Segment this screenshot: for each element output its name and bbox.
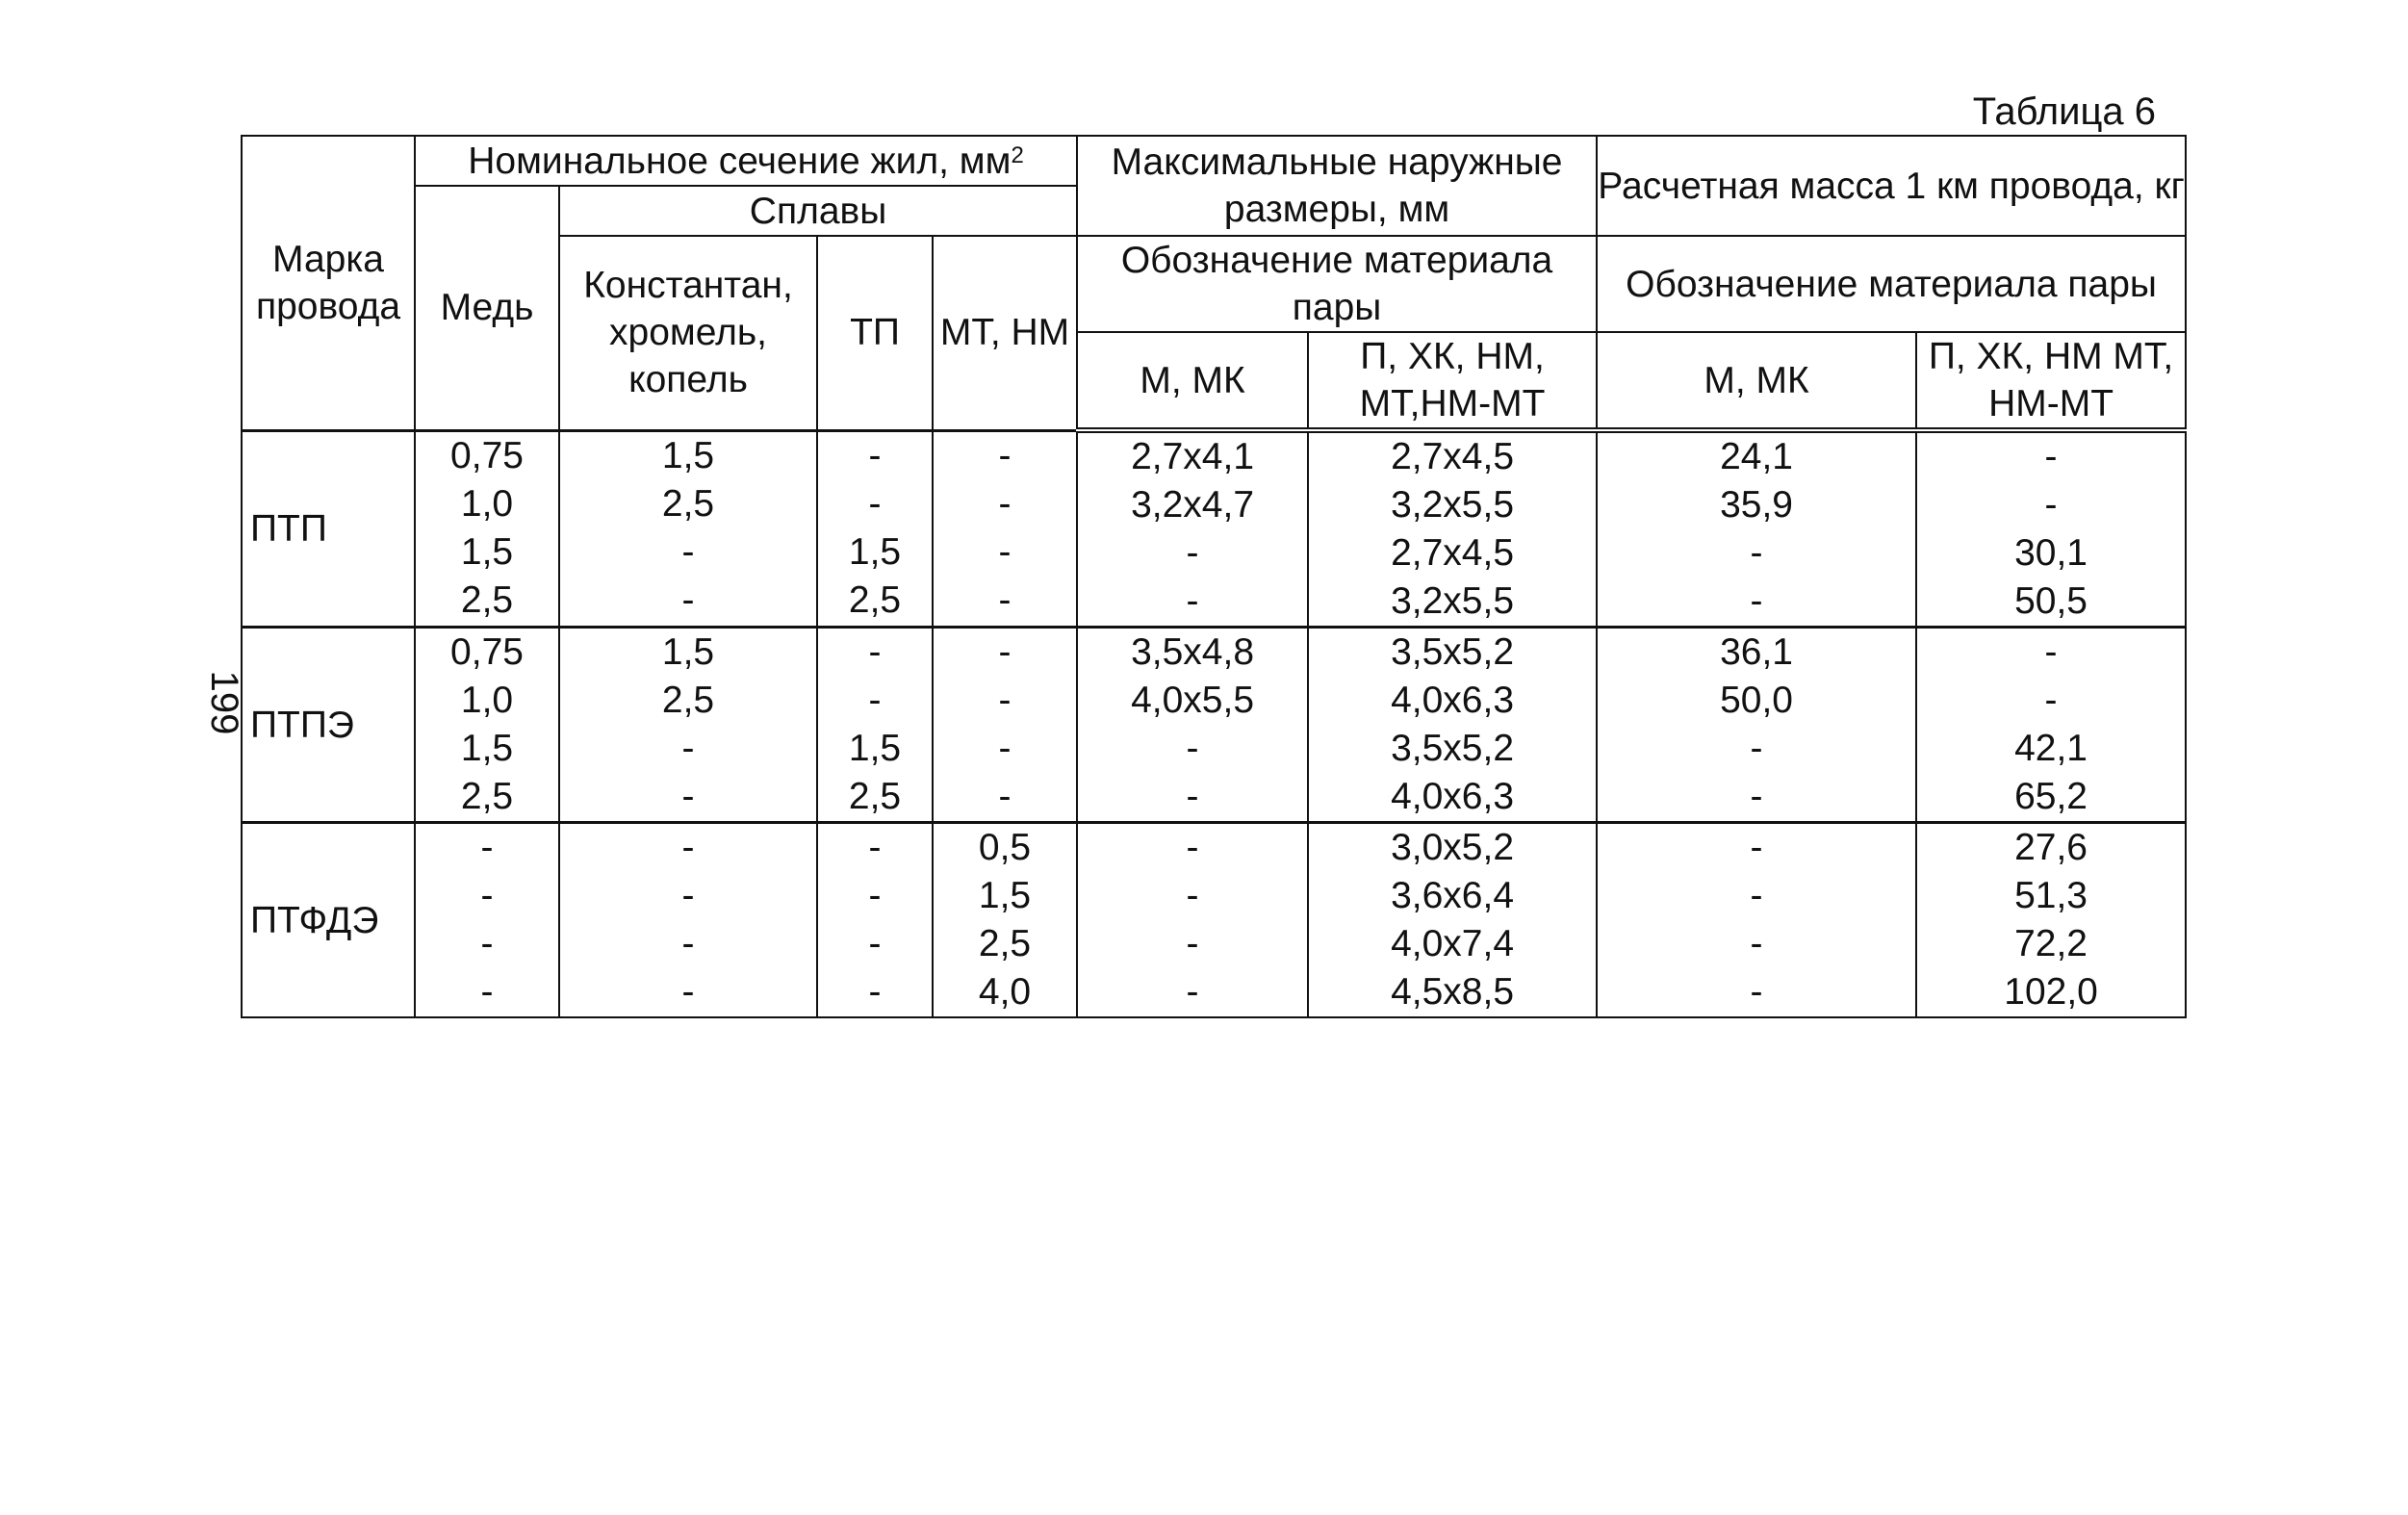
wire-spec-table	[241, 135, 2187, 1018]
cell-value: -	[1186, 875, 1199, 916]
cell-value: 1,5	[661, 631, 715, 673]
cell-value: -	[1186, 580, 1199, 622]
header-mass: Расчетная масса 1 км провода, кг	[1597, 136, 2186, 236]
cell-value: 4,0х6,3	[1391, 776, 1515, 817]
cell-value: 1,0	[460, 482, 514, 525]
wire-brand-cell: ПТФДЭ	[242, 823, 415, 1018]
cell-value: 27,6	[2014, 827, 2088, 868]
cell-value: 42,1	[2014, 728, 2088, 769]
cell-value: 30,1	[2014, 532, 2088, 574]
table-body	[242, 430, 2186, 1017]
cell-value: 50,5	[2014, 580, 2088, 622]
table-row	[242, 430, 2186, 628]
cell-value: 1,5	[661, 434, 715, 476]
cell-value: 2,5	[661, 680, 715, 721]
cell-value: 1,5	[460, 530, 514, 573]
wire-brand-cell: ПТП	[242, 430, 415, 628]
cell-value: 4,5х8,5	[1391, 971, 1515, 1013]
cell-value: 1,5	[978, 875, 1032, 916]
cell-value: 2,5	[460, 578, 514, 621]
cell-value: 4,0х7,4	[1391, 923, 1515, 964]
header-dims-m-mk: М, МК	[1077, 332, 1308, 430]
cell-value: -	[681, 875, 695, 916]
cell-value: 1,5	[848, 728, 902, 769]
cell-value: 2,7х4,1	[1131, 436, 1255, 477]
cell-value: 1,5	[460, 728, 514, 769]
header-pair-material-mass: Обозначение материала пары	[1597, 236, 2186, 332]
cell-value: 51,3	[2014, 875, 2088, 916]
cell-value: -	[480, 923, 494, 964]
cell-tp	[817, 823, 933, 1018]
cell-value: 35,9	[1720, 484, 1793, 526]
cell-mass-m-mk	[1597, 628, 1916, 823]
cell-value: -	[998, 434, 1012, 476]
cell-mt-nm	[933, 823, 1077, 1018]
cell-mass-m-mk	[1597, 430, 1916, 628]
cell-value: 24,1	[1720, 436, 1793, 477]
cell-value: -	[868, 827, 882, 868]
cell-value: -	[868, 482, 882, 525]
page-number: 199	[203, 670, 245, 735]
cell-value: 2,7х4,5	[1391, 436, 1515, 477]
header-constantan: Константан, хромель, копель	[559, 236, 817, 430]
cell-dim-p	[1308, 628, 1597, 823]
cell-mass-m-mk	[1597, 823, 1916, 1018]
cell-tp	[817, 628, 933, 823]
cell-value: 65,2	[2014, 776, 2088, 817]
header-max-dims: Максимальные наружные размеры, мм	[1077, 136, 1597, 236]
cell-value: -	[1750, 776, 1763, 817]
cell-value: -	[681, 971, 695, 1013]
cell-value: 2,5	[661, 482, 715, 525]
cell-value: 3,5х4,8	[1131, 631, 1255, 673]
cell-constantan	[559, 430, 817, 628]
cell-value: 2,5	[848, 776, 902, 817]
cell-value: -	[1750, 728, 1763, 769]
cell-value: 3,2х5,5	[1391, 484, 1515, 526]
header-alloys: Сплавы	[559, 186, 1077, 236]
cell-value: -	[868, 680, 882, 721]
cell-value: 0,75	[450, 631, 524, 673]
cell-value: -	[681, 776, 695, 817]
cell-value: -	[1186, 728, 1199, 769]
header-nominal-section-text: Номинальное сечение жил, мм	[468, 140, 1012, 182]
cell-value: -	[868, 875, 882, 916]
cell-value: -	[1750, 827, 1763, 868]
cell-dim-m-mk	[1077, 430, 1308, 628]
cell-value: -	[480, 827, 494, 868]
header-mass-p-group: П, ХК, НМ МТ, НМ-МТ	[1916, 332, 2186, 430]
cell-value: -	[998, 530, 1012, 573]
header-dims-p-group: П, ХК, НМ, МТ,НМ-МТ	[1308, 332, 1597, 430]
cell-value: 0,75	[450, 434, 524, 476]
cell-value: -	[681, 827, 695, 868]
table-row	[242, 628, 2186, 823]
table-caption: Таблица 6	[1972, 90, 2156, 133]
header-brand: Марка провода	[242, 136, 415, 430]
cell-value: -	[2044, 680, 2058, 721]
cell-mass-p	[1916, 628, 2186, 823]
cell-value: -	[998, 728, 1012, 769]
cell-copper	[415, 823, 559, 1018]
cell-value: 72,2	[2014, 923, 2088, 964]
header-pair-material-dims: Обозначение материала пары	[1077, 236, 1597, 332]
cell-value: -	[2044, 436, 2058, 477]
cell-value: -	[998, 578, 1012, 621]
header-copper: Медь	[415, 186, 559, 430]
cell-value: 50,0	[1720, 680, 1793, 721]
header-tp: ТП	[817, 236, 933, 430]
cell-value: -	[868, 434, 882, 476]
cell-value: -	[1186, 923, 1199, 964]
cell-value: -	[681, 923, 695, 964]
cell-value: 1,0	[460, 680, 514, 721]
cell-value: 1,5	[848, 530, 902, 573]
cell-value: 4,0х5,5	[1131, 680, 1255, 721]
cell-dim-p	[1308, 823, 1597, 1018]
cell-mt-nm	[933, 628, 1077, 823]
cell-value: 2,5	[978, 923, 1032, 964]
cell-copper	[415, 430, 559, 628]
cell-value: 0,5	[978, 827, 1032, 868]
cell-value: 3,6х6,4	[1391, 875, 1515, 916]
cell-value: -	[868, 971, 882, 1013]
cell-value: 3,2х5,5	[1391, 580, 1515, 622]
cell-value: -	[1750, 580, 1763, 622]
cell-constantan	[559, 823, 817, 1018]
cell-dim-p	[1308, 430, 1597, 628]
cell-value: -	[681, 728, 695, 769]
cell-value: -	[868, 923, 882, 964]
cell-value: -	[1750, 875, 1763, 916]
cell-value: 36,1	[1720, 631, 1793, 673]
cell-value: -	[681, 578, 695, 621]
cell-value: 3,5х5,2	[1391, 728, 1515, 769]
cell-value: -	[998, 482, 1012, 525]
header-nominal-section	[415, 136, 1077, 186]
table-row	[242, 823, 2186, 1018]
header-nominal-section-sup: 2	[1011, 141, 1024, 168]
cell-value: -	[1750, 532, 1763, 574]
cell-value: -	[998, 680, 1012, 721]
cell-constantan	[559, 628, 817, 823]
cell-value: -	[868, 631, 882, 673]
cell-tp	[817, 430, 933, 628]
cell-dim-m-mk	[1077, 628, 1308, 823]
cell-value: -	[1186, 532, 1199, 574]
cell-value: -	[681, 530, 695, 573]
cell-value: -	[1186, 971, 1199, 1013]
cell-value: -	[1750, 923, 1763, 964]
cell-value: -	[480, 875, 494, 916]
cell-value: -	[1186, 827, 1199, 868]
header-mass-m-mk: М, МК	[1597, 332, 1916, 430]
cell-mt-nm	[933, 430, 1077, 628]
cell-value: 3,5х5,2	[1391, 631, 1515, 673]
cell-value: -	[2044, 484, 2058, 526]
cell-mass-p	[1916, 430, 2186, 628]
cell-value: -	[2044, 631, 2058, 673]
cell-value: -	[1186, 776, 1199, 817]
cell-value: 4,0	[978, 971, 1032, 1013]
wire-brand-cell: ПТПЭ	[242, 628, 415, 823]
cell-value: 102,0	[2004, 971, 2098, 1013]
cell-value: 2,5	[848, 578, 902, 621]
header-mt-nm: МТ, НМ	[933, 236, 1077, 430]
cell-value: 4,0х6,3	[1391, 680, 1515, 721]
cell-copper	[415, 628, 559, 823]
cell-value: 2,5	[460, 776, 514, 817]
cell-value: -	[1750, 971, 1763, 1013]
cell-value: 3,0х5,2	[1391, 827, 1515, 868]
cell-value: -	[998, 631, 1012, 673]
cell-dim-m-mk	[1077, 823, 1308, 1018]
cell-value: -	[998, 776, 1012, 817]
cell-value: -	[480, 971, 494, 1013]
cell-value: 2,7х4,5	[1391, 532, 1515, 574]
cell-mass-p	[1916, 823, 2186, 1018]
cell-value: 3,2х4,7	[1131, 484, 1255, 526]
